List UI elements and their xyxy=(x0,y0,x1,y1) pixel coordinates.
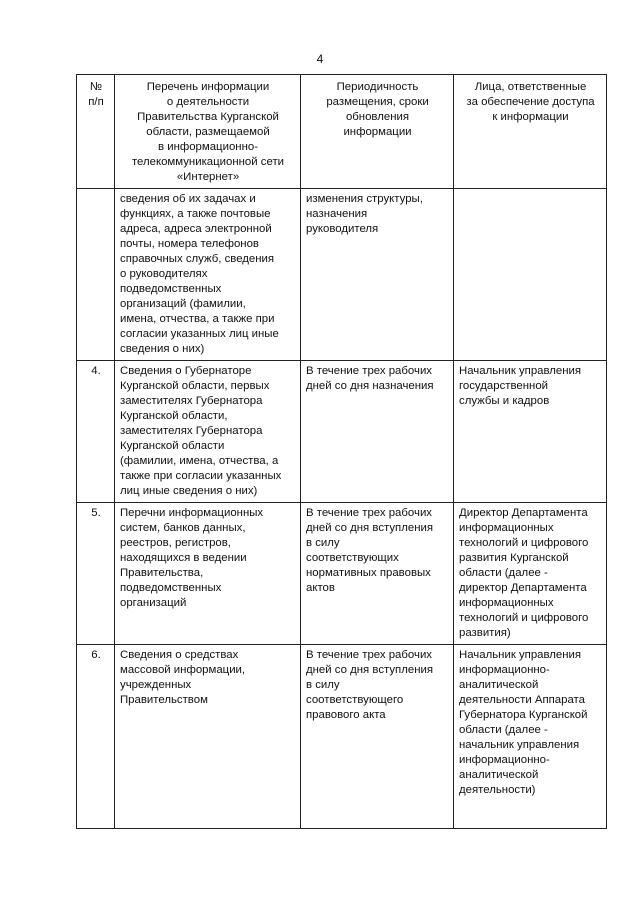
page-number: 4 xyxy=(316,52,324,66)
row-number: 5. xyxy=(77,503,115,645)
row-information: сведения об их задачах и функциях, а также почтовые адреса, адреса электронной почты, номера телефонов справочных служб, сведения о руководителях подведомственных организаций (фамилии, имена, отчества, а также при согласии указанных лиц иные сведения о них) xyxy=(115,189,301,361)
row-information: Сведения о Губернаторе Курганской области, первых заместителях Губернатора Курганской области, заместителях Губернатора Курганской области (фамилии, имена, отчества, а также при согласии указанных лиц иные сведения о них) xyxy=(115,361,301,503)
header-responsible: Лица, ответственные за обеспечение доступа к информации xyxy=(454,75,607,189)
row-responsible xyxy=(454,189,607,361)
row-information: Сведения о средствах массовой информации, учрежденных Правительством xyxy=(115,645,301,829)
row-responsible: Директор Департамента информационных технологий и цифрового развития Курганской области (далее - директор Департамента информационных технологий и цифрового развития) xyxy=(454,503,607,645)
table-row xyxy=(77,645,607,829)
table-row xyxy=(77,361,607,503)
row-number xyxy=(77,189,115,361)
row-number: 4. xyxy=(77,361,115,503)
table-row xyxy=(77,189,607,361)
table-row xyxy=(77,503,607,645)
header-number: № п/п xyxy=(77,75,115,189)
row-number: 6. xyxy=(77,645,115,829)
header-periodicity: Периодичность размещения, сроки обновления информации xyxy=(301,75,454,189)
row-periodicity: В течение трех рабочих дней со дня вступления в силу соответствующих нормативных правовых актов xyxy=(301,503,454,645)
row-periodicity: В течение трех рабочих дней со дня вступления в силу соответствующего правового акта xyxy=(301,645,454,829)
row-periodicity: В течение трех рабочих дней со дня назначения xyxy=(301,361,454,503)
header-information-list: Перечень информации о деятельности Правительства Курганской области, размещаемой в информационно- телекоммуникационной сети «Интернет» xyxy=(115,75,301,189)
row-responsible: Начальник управления информационно- аналитической деятельности Аппарата Губернатора Курганской области (далее - начальник управления информационно- аналитической деятельности) xyxy=(454,645,607,829)
row-responsible: Начальник управления государственной службы и кадров xyxy=(454,361,607,503)
row-periodicity: изменения структуры, назначения руководителя xyxy=(301,189,454,361)
table-header-row xyxy=(77,75,607,189)
row-information: Перечни информационных систем, банков данных, реестров, регистров, находящихся в ведении Правительства, подведомственных организаций xyxy=(115,503,301,645)
information-table xyxy=(76,74,607,829)
